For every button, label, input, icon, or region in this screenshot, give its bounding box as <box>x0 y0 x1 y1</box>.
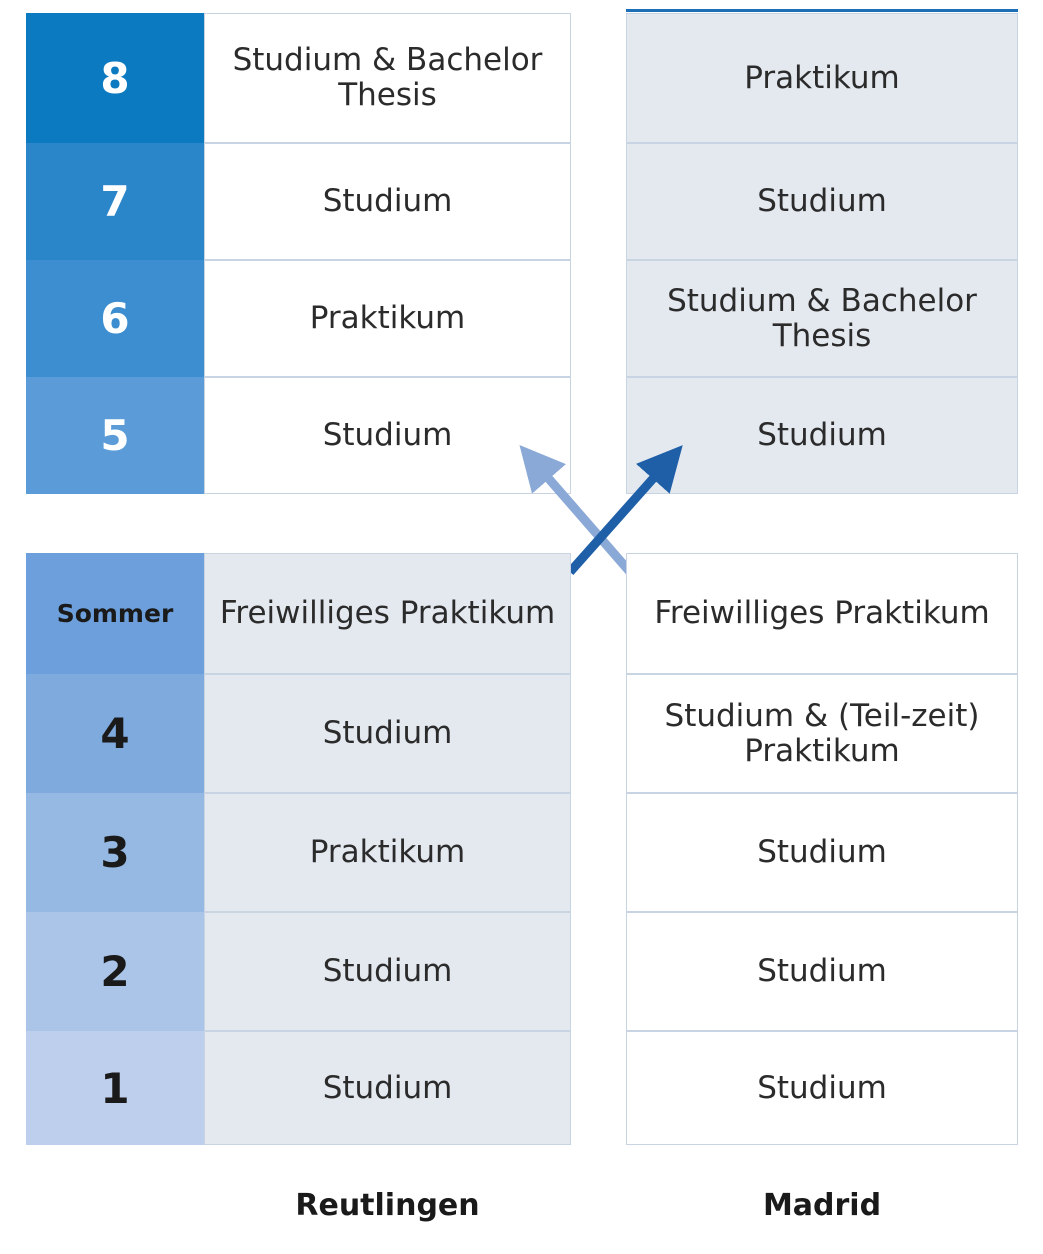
cell-text: Praktikum <box>309 300 466 337</box>
semester-label: 7 <box>100 177 130 226</box>
semester-cell-1 <box>26 1031 204 1145</box>
cell-text: Studium <box>757 834 887 871</box>
column-label-reutlingen <box>204 1188 571 1223</box>
left-cell-2 <box>204 912 571 1031</box>
semester-cell-4 <box>26 674 204 793</box>
semester-cell-sommer <box>26 553 204 674</box>
right-cell-7 <box>626 143 1018 260</box>
semester-label: 8 <box>100 53 130 103</box>
left-cell-4 <box>204 674 571 793</box>
left-cell-8 <box>204 13 571 143</box>
semester-label: 6 <box>100 294 130 343</box>
top-rule-right <box>626 9 1018 12</box>
semester-cell-7 <box>26 143 204 260</box>
semester-label: 2 <box>100 947 130 996</box>
cell-text: Studium <box>322 715 453 752</box>
semester-cell-5 <box>26 377 204 494</box>
column-label-madrid <box>626 1188 1018 1223</box>
semester-cell-3 <box>26 793 204 912</box>
right-cell-sommer <box>626 553 1018 674</box>
label-text: Reutlingen <box>295 1188 480 1223</box>
cell-text: Studium & Bachelor Thesis <box>232 42 543 113</box>
cell-text: Praktikum <box>309 834 466 871</box>
cell-text: Studium <box>322 417 453 454</box>
semester-cell-6 <box>26 260 204 377</box>
left-cell-sommer <box>204 553 571 674</box>
semester-label: 4 <box>100 709 130 758</box>
right-cell-6 <box>626 260 1018 377</box>
right-cell-3 <box>626 793 1018 912</box>
left-cell-1 <box>204 1031 571 1145</box>
label-text: Madrid <box>762 1188 882 1223</box>
right-cell-4 <box>626 674 1018 793</box>
right-cell-2 <box>626 912 1018 1031</box>
cell-text: Studium & Bachelor Thesis <box>667 282 977 354</box>
cell-text: Freiwilliges Praktikum <box>219 595 556 632</box>
semester-label: 1 <box>100 1063 130 1113</box>
cell-text: Studium <box>322 1069 453 1106</box>
left-cell-7 <box>204 143 571 260</box>
cell-text: Freiwilliges Praktikum <box>654 595 990 632</box>
right-cell-1 <box>626 1031 1018 1145</box>
cell-text: Studium <box>757 183 887 220</box>
cell-text: Studium <box>757 1069 887 1106</box>
semester-label: Sommer <box>56 599 174 628</box>
cell-text: Studium <box>757 417 887 454</box>
semester-label: 5 <box>100 411 130 460</box>
cell-text: Studium <box>757 953 887 990</box>
cell-text: Praktikum <box>744 59 900 96</box>
cell-text: Studium <box>322 953 453 990</box>
semester-cell-2 <box>26 912 204 1031</box>
semester-cell-8 <box>26 13 204 143</box>
cell-text: Studium & (Teil-zeit) Praktikum <box>664 697 980 769</box>
right-cell-8 <box>626 13 1018 143</box>
left-cell-6 <box>204 260 571 377</box>
left-cell-3 <box>204 793 571 912</box>
cell-text: Studium <box>322 183 453 220</box>
semester-label: 3 <box>100 828 130 877</box>
